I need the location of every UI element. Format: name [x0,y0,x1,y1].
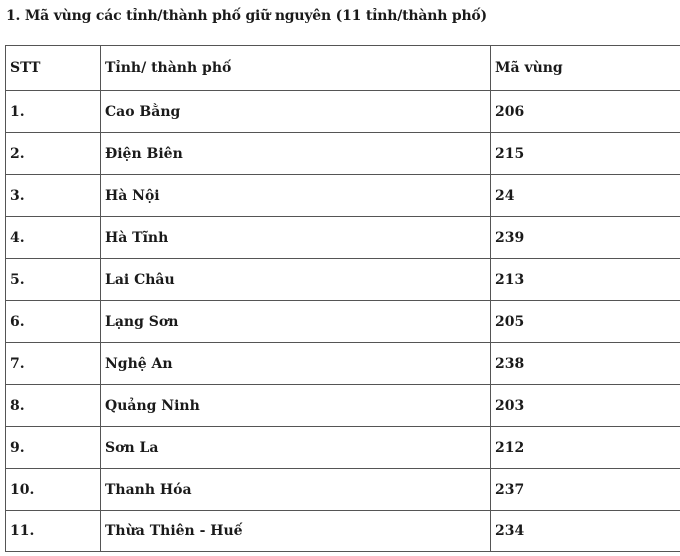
table-row [6,133,680,175]
row-area-code: 215 [491,133,680,175]
row-stt: 11. [6,511,101,552]
row-province: Thanh Hóa [101,469,491,511]
row-area-code: 203 [491,385,680,427]
header-stt: STT [6,46,101,91]
row-province: Sơn La [101,427,491,469]
row-province: Cao Bằng [101,91,491,133]
row-province: Hà Tĩnh [101,217,491,259]
table-body [6,46,680,552]
row-province: Lạng Sơn [101,301,491,343]
row-province: Lai Châu [101,259,491,301]
row-stt: 2. [6,133,101,175]
row-area-code: 213 [491,259,680,301]
row-area-code: 212 [491,427,680,469]
row-stt: 7. [6,343,101,385]
row-stt: 8. [6,385,101,427]
row-stt: 9. [6,427,101,469]
row-stt: 5. [6,259,101,301]
table-row [6,343,680,385]
row-stt: 1. [6,91,101,133]
row-province: Hà Nội [101,175,491,217]
table-row [6,301,680,343]
row-area-code: 237 [491,469,680,511]
row-stt: 10. [6,469,101,511]
row-area-code: 24 [491,175,680,217]
row-area-code: 234 [491,511,680,552]
header-area-code: Mã vùng [491,46,680,91]
row-area-code: 239 [491,217,680,259]
row-stt: 3. [6,175,101,217]
table-row [6,217,680,259]
row-stt: 6. [6,301,101,343]
table-row [6,385,680,427]
table-row [6,91,680,133]
row-province: Điện Biên [101,133,491,175]
table-row [6,175,680,217]
table-row [6,259,680,301]
header-province: Tỉnh/ thành phố [101,46,491,91]
row-province: Quảng Ninh [101,385,491,427]
row-area-code: 205 [491,301,680,343]
row-area-code: 238 [491,343,680,385]
table-row [6,511,680,552]
row-area-code: 206 [491,91,680,133]
table-row [6,469,680,511]
row-province: Thừa Thiên - Huế [101,511,491,552]
row-stt: 4. [6,217,101,259]
row-province: Nghệ An [101,343,491,385]
table-row [6,427,680,469]
area-code-table [5,45,680,552]
table-header-row [6,46,680,91]
section-heading: 1. Mã vùng các tỉnh/thành phố giữ nguyên (11 tỉnh/thành phố) [6,8,487,24]
